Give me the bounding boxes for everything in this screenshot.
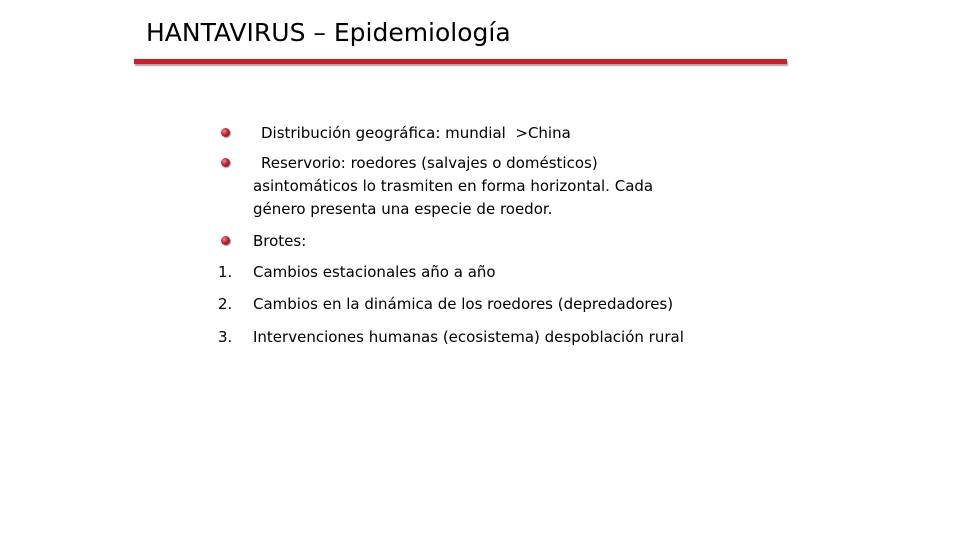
bullet-icon (221, 236, 230, 245)
bullet-text-reservoir-line-1: Reservorio: roedores (salvajes o domésticos) (261, 154, 598, 172)
item-number: 2. (218, 295, 233, 313)
item-number: 1. (218, 263, 233, 281)
item-text: Cambios estacionales año a año (253, 263, 496, 281)
numbered-item (0, 325, 960, 349)
bullet-text-reservoir-line-2: asintomáticos lo trasmiten en forma horizontal. Cada (253, 177, 654, 195)
bullet-text-reservoir-line-3: género presenta una especie de roedor. (253, 200, 553, 218)
numbered-item (0, 292, 960, 316)
item-text: Cambios en la dinámica de los roedores (depredadores) (253, 295, 674, 313)
bullet-icon (221, 158, 230, 167)
slide-title: HANTAVIRUS – Epidemiología (146, 18, 511, 47)
bullet-text-outbreaks: Brotes: (253, 232, 307, 250)
bullet-text-distribution: Distribución geográfica: mundial >China (261, 124, 571, 142)
item-text: Intervenciones humanas (ecosistema) despoblación rural (253, 328, 684, 346)
bullet-icon (221, 128, 230, 137)
numbered-item (0, 260, 960, 284)
item-number: 3. (218, 328, 233, 346)
